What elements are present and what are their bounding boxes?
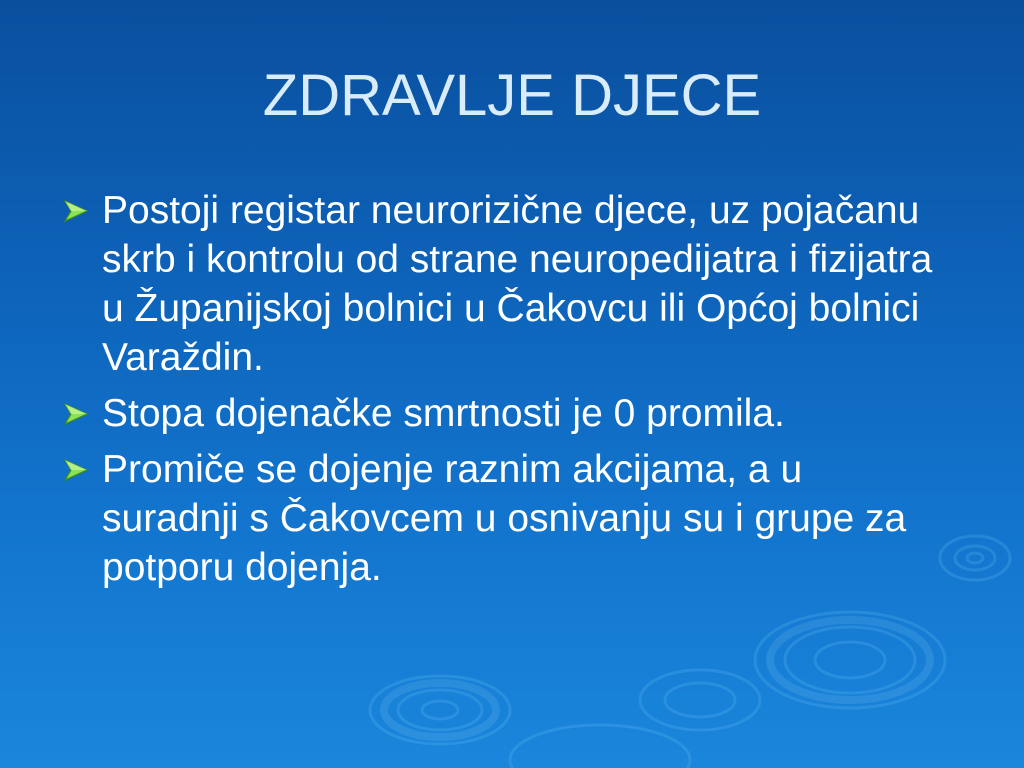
bullet-list — [62, 186, 942, 599]
bullet-text: Promiče se dojenje raznim akcijama, a u suradnji s Čakovcem u osnivanju su i grupe za potporu dojenja. — [102, 448, 907, 589]
bullet-item — [62, 389, 942, 438]
bullet-item — [62, 186, 942, 382]
bullet-text: Postoji registar neurorizične djece, uz pojačanu skrb i kontrolu od strane neuropedijatra i fizijatra u Županijskoj bolnici u Čakovcu ili Općoj bolnici Varaždin. — [102, 189, 933, 379]
arrowhead-bullet-icon — [62, 402, 90, 426]
slide-title: ZDRAVLJE DJECE — [262, 63, 762, 128]
bullet-item — [62, 445, 942, 592]
bullet-text: Stopa dojenačke smrtnosti je 0 promila. — [102, 392, 785, 435]
arrowhead-bullet-icon — [62, 199, 90, 223]
arrowhead-bullet-icon — [62, 458, 90, 482]
